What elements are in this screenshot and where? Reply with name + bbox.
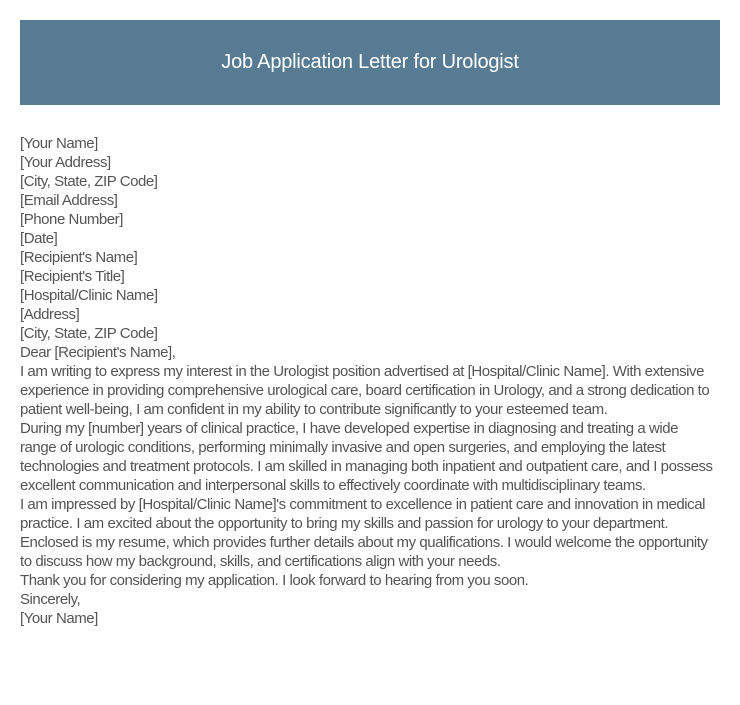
letter-paragraph: Thank you for considering my application. I look forward to hearing from you soon. — [20, 572, 529, 589]
letter-paragraph: I am writing to express my interest in the Urologist position advertised at [Hospital/Clinic Name]. With extensive experience in providing comprehensive urological care, board certification in Urology, and a strong dedication to patient well-being, I am confident in my ability to contribute significantly to your esteemed team. — [20, 363, 710, 418]
recipient-city-line: [City, State, ZIP Code] — [20, 325, 158, 342]
letter-paragraph: Enclosed is my resume, which provides further details about my qualifications. I would welcome the opportunity to discuss how my background, skills, and certifications align with your needs. — [20, 534, 708, 570]
recipient-address-line: [Address] — [20, 306, 80, 323]
page-title: Job Application Letter for Urologist — [221, 51, 519, 73]
letter-paragraph: I am impressed by [Hospital/Clinic Name]'s commitment to excellence in patient care and innovation in medical practice. I am excited about the opportunity to bring my skills and passion for urology to your department. — [20, 496, 705, 532]
sender-city-line: [City, State, ZIP Code] — [20, 173, 158, 190]
letter-body — [20, 134, 714, 628]
sender-email-line: [Email Address] — [20, 192, 118, 209]
sender-name-line: [Your Name] — [20, 135, 98, 152]
sender-address-line: [Your Address] — [20, 154, 111, 171]
signature-line: [Your Name] — [20, 610, 98, 627]
letter-paragraph: During my [number] years of clinical practice, I have developed expertise in diagnosing and treating a wide range of urologic conditions, performing minimally invasive and open surgeries, and employing the latest technologies and treatment protocols. I am skilled in managing both inpatient and outpatient care, and I possess excellent communication and interpersonal skills to effectively coordinate with multidisciplinary teams. — [20, 420, 713, 494]
letter-header-banner — [20, 20, 720, 105]
recipient-name-line: [Recipient's Name] — [20, 249, 138, 266]
date-line: [Date] — [20, 230, 58, 247]
salutation-line: Dear [Recipient's Name], — [20, 344, 176, 361]
recipient-org-line: [Hospital/Clinic Name] — [20, 287, 158, 304]
recipient-title-line: [Recipient's Title] — [20, 268, 125, 285]
sender-phone-line: [Phone Number] — [20, 211, 123, 228]
closing-line: Sincerely, — [20, 591, 81, 608]
